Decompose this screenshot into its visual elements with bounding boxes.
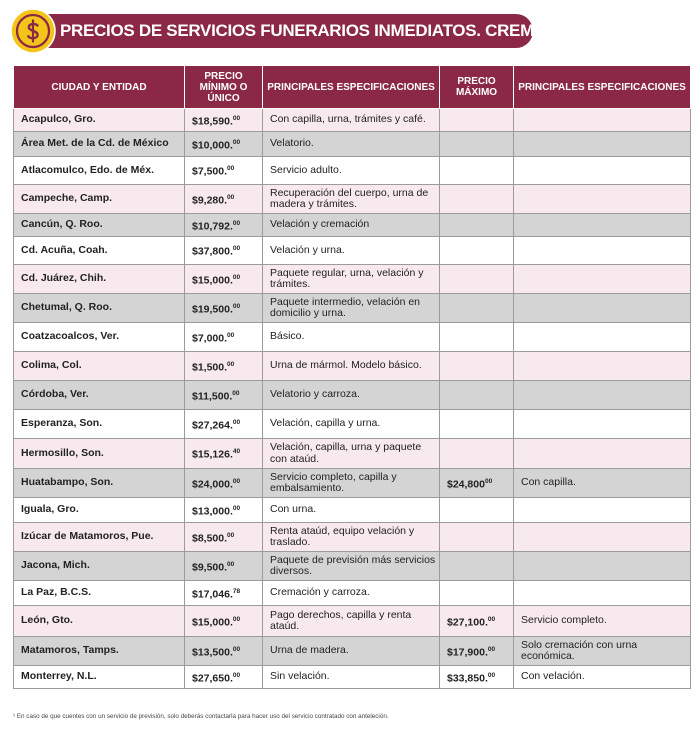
min-price-cell-amount: $10,792.	[192, 220, 233, 232]
city-cell: Acapulco, Gro.	[14, 109, 185, 132]
min-price-cell-amount: $37,800.	[192, 245, 233, 258]
min-price-cell-cents: 00	[227, 531, 235, 539]
spec-cell: Recuperación del cuerpo, urna de madera y trámites.	[263, 185, 440, 214]
spec-cell: Velación y urna.	[263, 237, 440, 265]
min-price-cell-amount: $18,590.	[192, 115, 233, 127]
spec-cell: Con capilla, urna, trámites y café.	[263, 109, 440, 132]
min-price-cell	[185, 469, 263, 498]
spec-max-cell	[514, 132, 691, 157]
max-price-cell	[440, 132, 514, 157]
max-price-cell	[440, 214, 514, 237]
max-price-cell	[440, 439, 514, 469]
city-cell: Área Met. de la Cd. de México	[14, 132, 185, 157]
min-price-cell-cents: 00	[232, 645, 241, 653]
spec-max-cell	[514, 185, 691, 214]
min-price-cell-cents: 00	[232, 245, 241, 252]
spec-max-cell	[514, 352, 691, 381]
spec-cell: Velatorio.	[263, 132, 440, 157]
max-price-cell	[440, 581, 514, 606]
city-cell: Izúcar de Matamoros, Pue.	[14, 523, 185, 552]
min-price-cell	[185, 323, 263, 352]
min-price-cell	[185, 157, 263, 185]
min-price-cell-amount: $15,126.	[192, 448, 233, 461]
table-row	[14, 157, 691, 185]
spec-max-cell	[514, 109, 691, 132]
spec-cell: Con urna.	[263, 498, 440, 523]
col-header-max-price: PRECIO MÁXIMO	[440, 66, 514, 109]
max-price-cell-cents: 00	[487, 615, 496, 623]
min-price-cell-amount: $7,000.	[192, 332, 228, 344]
city-cell: Cd. Acuña, Coah.	[14, 237, 185, 265]
max-price-cell	[440, 237, 514, 265]
spec-cell: Paquete regular, urna, velación y trámites.	[263, 265, 440, 294]
min-price-cell-cents: 00	[232, 114, 241, 122]
min-price-cell	[185, 581, 263, 606]
spec-max-cell	[514, 410, 691, 439]
min-price-cell	[185, 552, 263, 581]
min-price-cell-cents: 00	[232, 671, 241, 679]
spec-cell: Urna de mármol. Modelo básico.	[263, 352, 440, 381]
spec-max-cell	[514, 157, 691, 185]
min-price-cell-amount: $19,500.	[192, 303, 233, 315]
table-row	[14, 237, 691, 265]
max-price-cell-amount: $27,100.	[447, 616, 488, 628]
spec-max-cell: Con capilla.	[514, 469, 691, 498]
spec-cell: Renta ataúd, equipo velación y traslado.	[263, 523, 440, 552]
max-price-cell	[440, 552, 514, 581]
city-cell: Colima, Col.	[14, 352, 185, 381]
dollar-coin-icon	[10, 8, 56, 54]
min-price-cell-cents: 00	[232, 273, 241, 281]
spec-max-cell	[514, 265, 691, 294]
min-price-cell-amount: $15,000.	[192, 274, 233, 286]
max-price-cell	[440, 606, 514, 637]
min-price-cell	[185, 523, 263, 552]
min-price-cell-amount: $17,046.	[192, 588, 233, 600]
spec-cell: Cremación y carroza.	[263, 581, 440, 606]
city-cell: Campeche, Camp.	[14, 185, 185, 214]
city-cell: Iguala, Gro.	[14, 498, 185, 523]
city-cell: Córdoba, Ver.	[14, 381, 185, 410]
min-price-cell-amount: $24,000.	[192, 478, 233, 490]
city-cell: Atlacomulco, Edo. de Méx.	[14, 157, 185, 185]
city-cell: Coatzacoalcos, Ver.	[14, 323, 185, 352]
spec-max-cell: Solo cremación con urna económica.	[514, 637, 691, 666]
table-body	[14, 109, 691, 689]
spec-max-cell	[514, 523, 691, 552]
min-price-cell-cents: 00	[232, 389, 240, 397]
max-price-cell-amount: $17,900.	[447, 646, 488, 658]
min-price-cell	[185, 637, 263, 666]
table-row	[14, 637, 691, 666]
table-row	[14, 132, 691, 157]
city-cell: Huatabampo, Son.	[14, 469, 185, 498]
table-row	[14, 498, 691, 523]
min-price-cell-amount: $1,500.	[192, 361, 228, 373]
city-cell: Jacona, Mich.	[14, 552, 185, 581]
spec-cell: Paquete intermedio, velación en domicilio y urna.	[263, 294, 440, 323]
table-row	[14, 185, 691, 214]
table-row	[14, 523, 691, 552]
min-price-cell-amount: $27,264.	[192, 419, 233, 431]
max-price-cell	[440, 410, 514, 439]
min-price-cell	[185, 265, 263, 294]
min-price-cell-amount: $7,500.	[192, 165, 228, 178]
max-price-cell	[440, 323, 514, 352]
spec-cell: Servicio completo, capilla y embalsamiento.	[263, 469, 440, 498]
spec-cell: Urna de madera.	[263, 637, 440, 666]
col-header-specs-max: PRINCIPALES ESPECIFICACIONES	[514, 66, 691, 109]
page-title: PRECIOS DE SERVICIOS FUNERARIOS INMEDIATOS. CREMACIÓN	[60, 21, 588, 40]
max-price-cell	[440, 498, 514, 523]
spec-max-cell	[514, 237, 691, 265]
spec-max-cell	[514, 323, 691, 352]
title-banner	[30, 14, 588, 48]
city-cell: Esperanza, Son.	[14, 410, 185, 439]
min-price-cell-amount: $11,500.	[192, 390, 233, 402]
min-price-cell	[185, 214, 263, 237]
min-price-cell-amount: $8,500.	[192, 532, 228, 544]
spec-max-cell	[514, 439, 691, 469]
spec-cell: Velatorio y carroza.	[263, 381, 440, 410]
city-cell: Monterrey, N.L.	[14, 666, 185, 689]
col-header-city: CIUDAD Y ENTIDAD	[14, 66, 185, 109]
spec-cell: Paquete de previsión más servicios diversos.	[263, 552, 440, 581]
max-price-cell-amount: $33,850.	[447, 672, 488, 684]
min-price-cell	[185, 498, 263, 523]
city-cell: Cancún, Q. Roo.	[14, 214, 185, 237]
spec-max-cell: Con velación.	[514, 666, 691, 689]
max-price-cell-cents: 00	[484, 477, 493, 485]
min-price-cell	[185, 109, 263, 132]
spec-cell: Velación, capilla y urna.	[263, 410, 440, 439]
min-price-cell-cents: 00	[227, 360, 235, 368]
city-cell: Cd. Juárez, Chih.	[14, 265, 185, 294]
min-price-cell	[185, 185, 263, 214]
max-price-cell	[440, 352, 514, 381]
min-price-cell-cents: 00	[232, 138, 241, 146]
min-price-cell-amount: $10,000.	[192, 139, 233, 151]
city-cell: Chetumal, Q. Roo.	[14, 294, 185, 323]
table-row	[14, 323, 691, 352]
table-row	[14, 439, 691, 469]
max-price-cell	[440, 666, 514, 689]
max-price-cell	[440, 185, 514, 214]
spec-max-cell: Servicio completo.	[514, 606, 691, 637]
min-price-cell-cents: 00	[227, 165, 235, 172]
min-price-cell-amount: $13,000.	[192, 505, 233, 517]
min-price-cell-amount: $13,500.	[192, 646, 233, 658]
min-price-cell	[185, 606, 263, 637]
table-row	[14, 410, 691, 439]
spec-cell: Sin velación.	[263, 666, 440, 689]
min-price-cell	[185, 294, 263, 323]
min-price-cell-cents: 00	[232, 302, 241, 310]
min-price-cell-cents: 00	[232, 615, 241, 623]
footnote: ¹ En caso de que cuentes con un servicio de previsión, solo deberás contactarla para hacer uso del servicio contratado con anteleción.	[13, 713, 389, 720]
spec-max-cell	[514, 498, 691, 523]
max-price-cell	[440, 157, 514, 185]
table-row	[14, 352, 691, 381]
max-price-cell	[440, 469, 514, 498]
table-row	[14, 109, 691, 132]
max-price-cell	[440, 381, 514, 410]
max-price-cell	[440, 294, 514, 323]
min-price-cell	[185, 352, 263, 381]
table-row	[14, 552, 691, 581]
table-row	[14, 381, 691, 410]
min-price-cell	[185, 381, 263, 410]
min-price-cell	[185, 132, 263, 157]
spec-cell: Servicio adulto.	[263, 157, 440, 185]
min-price-cell-cents: 00	[232, 477, 241, 485]
col-header-min-price: PRECIO MÍNIMO O ÚNICO	[185, 66, 263, 109]
min-price-cell-cents: 40	[232, 448, 241, 455]
spec-cell: Velación, capilla, urna y paquete con ataúd.	[263, 439, 440, 469]
min-price-cell-cents: 00	[227, 560, 235, 568]
spec-max-cell	[514, 214, 691, 237]
table-row	[14, 581, 691, 606]
prices-table	[13, 65, 691, 689]
spec-cell: Básico.	[263, 323, 440, 352]
city-cell: León, Gto.	[14, 606, 185, 637]
spec-max-cell	[514, 294, 691, 323]
max-price-cell-amount: $24,800	[447, 478, 485, 490]
table-row	[14, 606, 691, 637]
spec-max-cell	[514, 552, 691, 581]
max-price-cell-cents: 00	[487, 645, 496, 653]
table-row	[14, 469, 691, 498]
min-price-cell-cents: 00	[232, 504, 241, 512]
min-price-cell-amount: $27,650.	[192, 672, 233, 684]
min-price-cell-amount: $9,280.	[192, 194, 228, 206]
table-row	[14, 666, 691, 689]
col-header-specs: PRINCIPALES ESPECIFICACIONES	[263, 66, 440, 109]
min-price-cell	[185, 439, 263, 469]
max-price-cell	[440, 109, 514, 132]
min-price-cell	[185, 410, 263, 439]
min-price-cell	[185, 237, 263, 265]
city-cell: La Paz, B.C.S.	[14, 581, 185, 606]
max-price-cell	[440, 523, 514, 552]
table-row	[14, 294, 691, 323]
header	[10, 8, 588, 54]
table-header-row	[14, 66, 691, 109]
table-row	[14, 265, 691, 294]
min-price-cell-cents: 00	[232, 418, 241, 426]
spec-max-cell	[514, 381, 691, 410]
spec-cell: Pago derechos, capilla y renta ataúd.	[263, 606, 440, 637]
city-cell: Matamoros, Tamps.	[14, 637, 185, 666]
max-price-cell	[440, 637, 514, 666]
min-price-cell-amount: $15,000.	[192, 616, 233, 628]
min-price-cell-cents: 78	[232, 587, 241, 595]
min-price-cell	[185, 666, 263, 689]
max-price-cell	[440, 265, 514, 294]
min-price-cell-cents: 00	[232, 219, 241, 227]
min-price-cell-amount: $9,500.	[192, 561, 228, 573]
city-cell: Hermosillo, Son.	[14, 439, 185, 469]
max-price-cell-cents: 00	[487, 671, 496, 679]
min-price-cell-cents: 00	[227, 193, 235, 201]
spec-max-cell	[514, 581, 691, 606]
spec-cell: Velación y cremación	[263, 214, 440, 237]
min-price-cell-cents: 00	[227, 331, 235, 339]
table-row	[14, 214, 691, 237]
